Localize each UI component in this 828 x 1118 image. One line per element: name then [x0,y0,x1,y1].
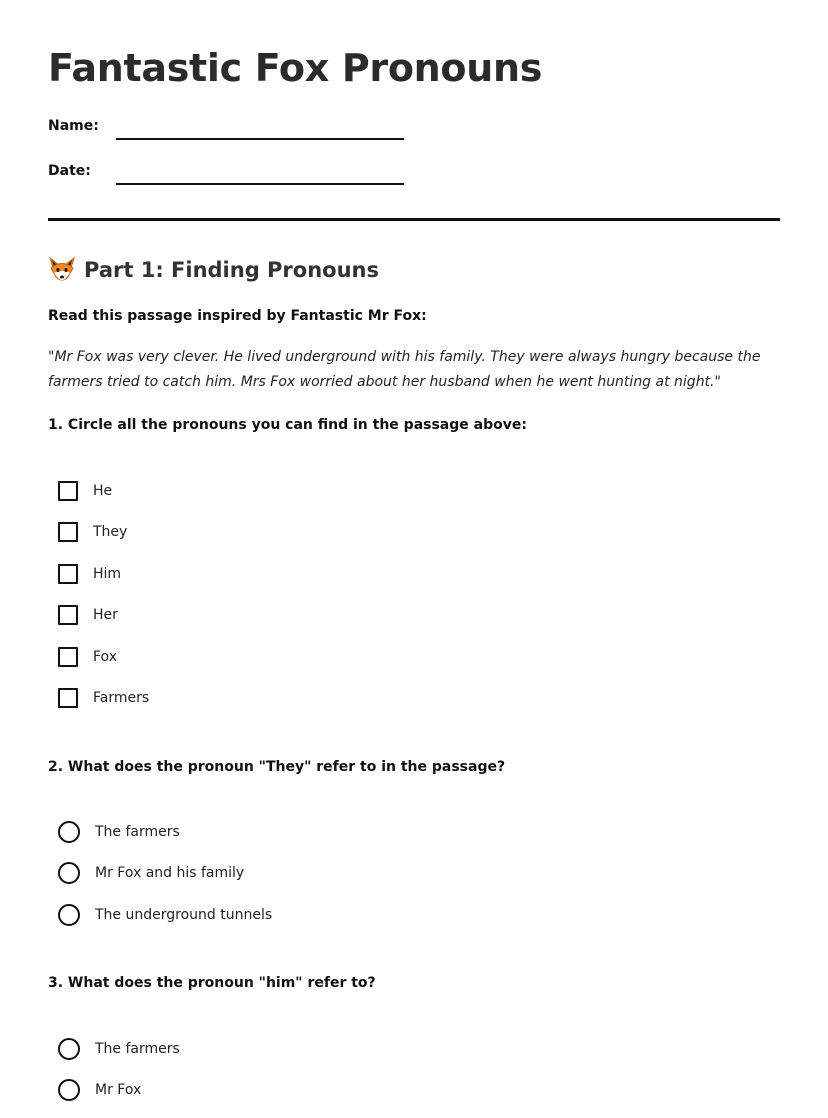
option-label: The farmers [95,1041,180,1057]
checkbox[interactable] [58,647,78,667]
radio-button[interactable] [58,904,80,926]
name-field [48,118,408,142]
option-label: Mr Fox [95,1082,142,1098]
fox-face-icon [48,256,76,284]
option-label: The farmers [95,824,180,840]
option-label: Her [93,607,118,623]
q1-option-fox[interactable] [58,645,117,669]
name-input-line[interactable] [116,138,404,140]
passage-line: "Mr Fox was very clever. He lived underground with his family. They were always hungry because the [48,349,761,365]
name-label: Name: [48,118,99,134]
date-input-line[interactable] [116,183,404,185]
checkbox[interactable] [58,481,78,501]
date-label: Date: [48,163,91,179]
checkbox[interactable] [58,605,78,625]
page-title: Fantastic Fox Pronouns [48,46,543,90]
q1-option-farmers[interactable] [58,686,149,710]
q1-option-her[interactable] [58,603,118,627]
part1-heading [48,256,379,284]
checkbox[interactable] [58,522,78,542]
question-1: 1. Circle all the pronouns you can find in the passage above: [48,417,527,433]
date-field [48,163,408,187]
question-3: 3. What does the pronoun "him" refer to? [48,975,376,991]
q2-option-mr-fox-family[interactable] [58,861,244,885]
header-divider [48,218,780,221]
radio-button[interactable] [58,821,80,843]
q1-option-he[interactable] [58,479,112,503]
option-label: He [93,483,113,499]
option-label: Farmers [93,690,150,706]
passage-line: farmers tried to catch him. Mrs Fox worried about her husband when he went hunting at night." [48,374,721,390]
checkbox[interactable] [58,564,78,584]
option-label: Mr Fox and his family [95,865,245,881]
q3-option-the-farmers[interactable] [58,1037,180,1061]
q1-option-they[interactable] [58,520,127,544]
q2-option-the-farmers[interactable] [58,820,180,844]
option-label: Fox [93,649,117,665]
part1-heading-text: Part 1: Finding Pronouns [84,258,379,282]
radio-button[interactable] [58,1079,80,1101]
q1-option-him[interactable] [58,562,121,586]
q3-option-mr-fox[interactable] [58,1078,141,1102]
option-label: The underground tunnels [95,907,273,923]
radio-button[interactable] [58,862,80,884]
passage-text [48,345,768,395]
passage-instruction: Read this passage inspired by Fantastic Mr Fox: [48,308,427,324]
radio-button[interactable] [58,1038,80,1060]
option-label: They [93,524,128,540]
q2-option-underground-tunnels[interactable] [58,903,272,927]
checkbox[interactable] [58,688,78,708]
option-label: Him [93,566,122,582]
question-2: 2. What does the pronoun "They" refer to in the passage? [48,759,506,775]
